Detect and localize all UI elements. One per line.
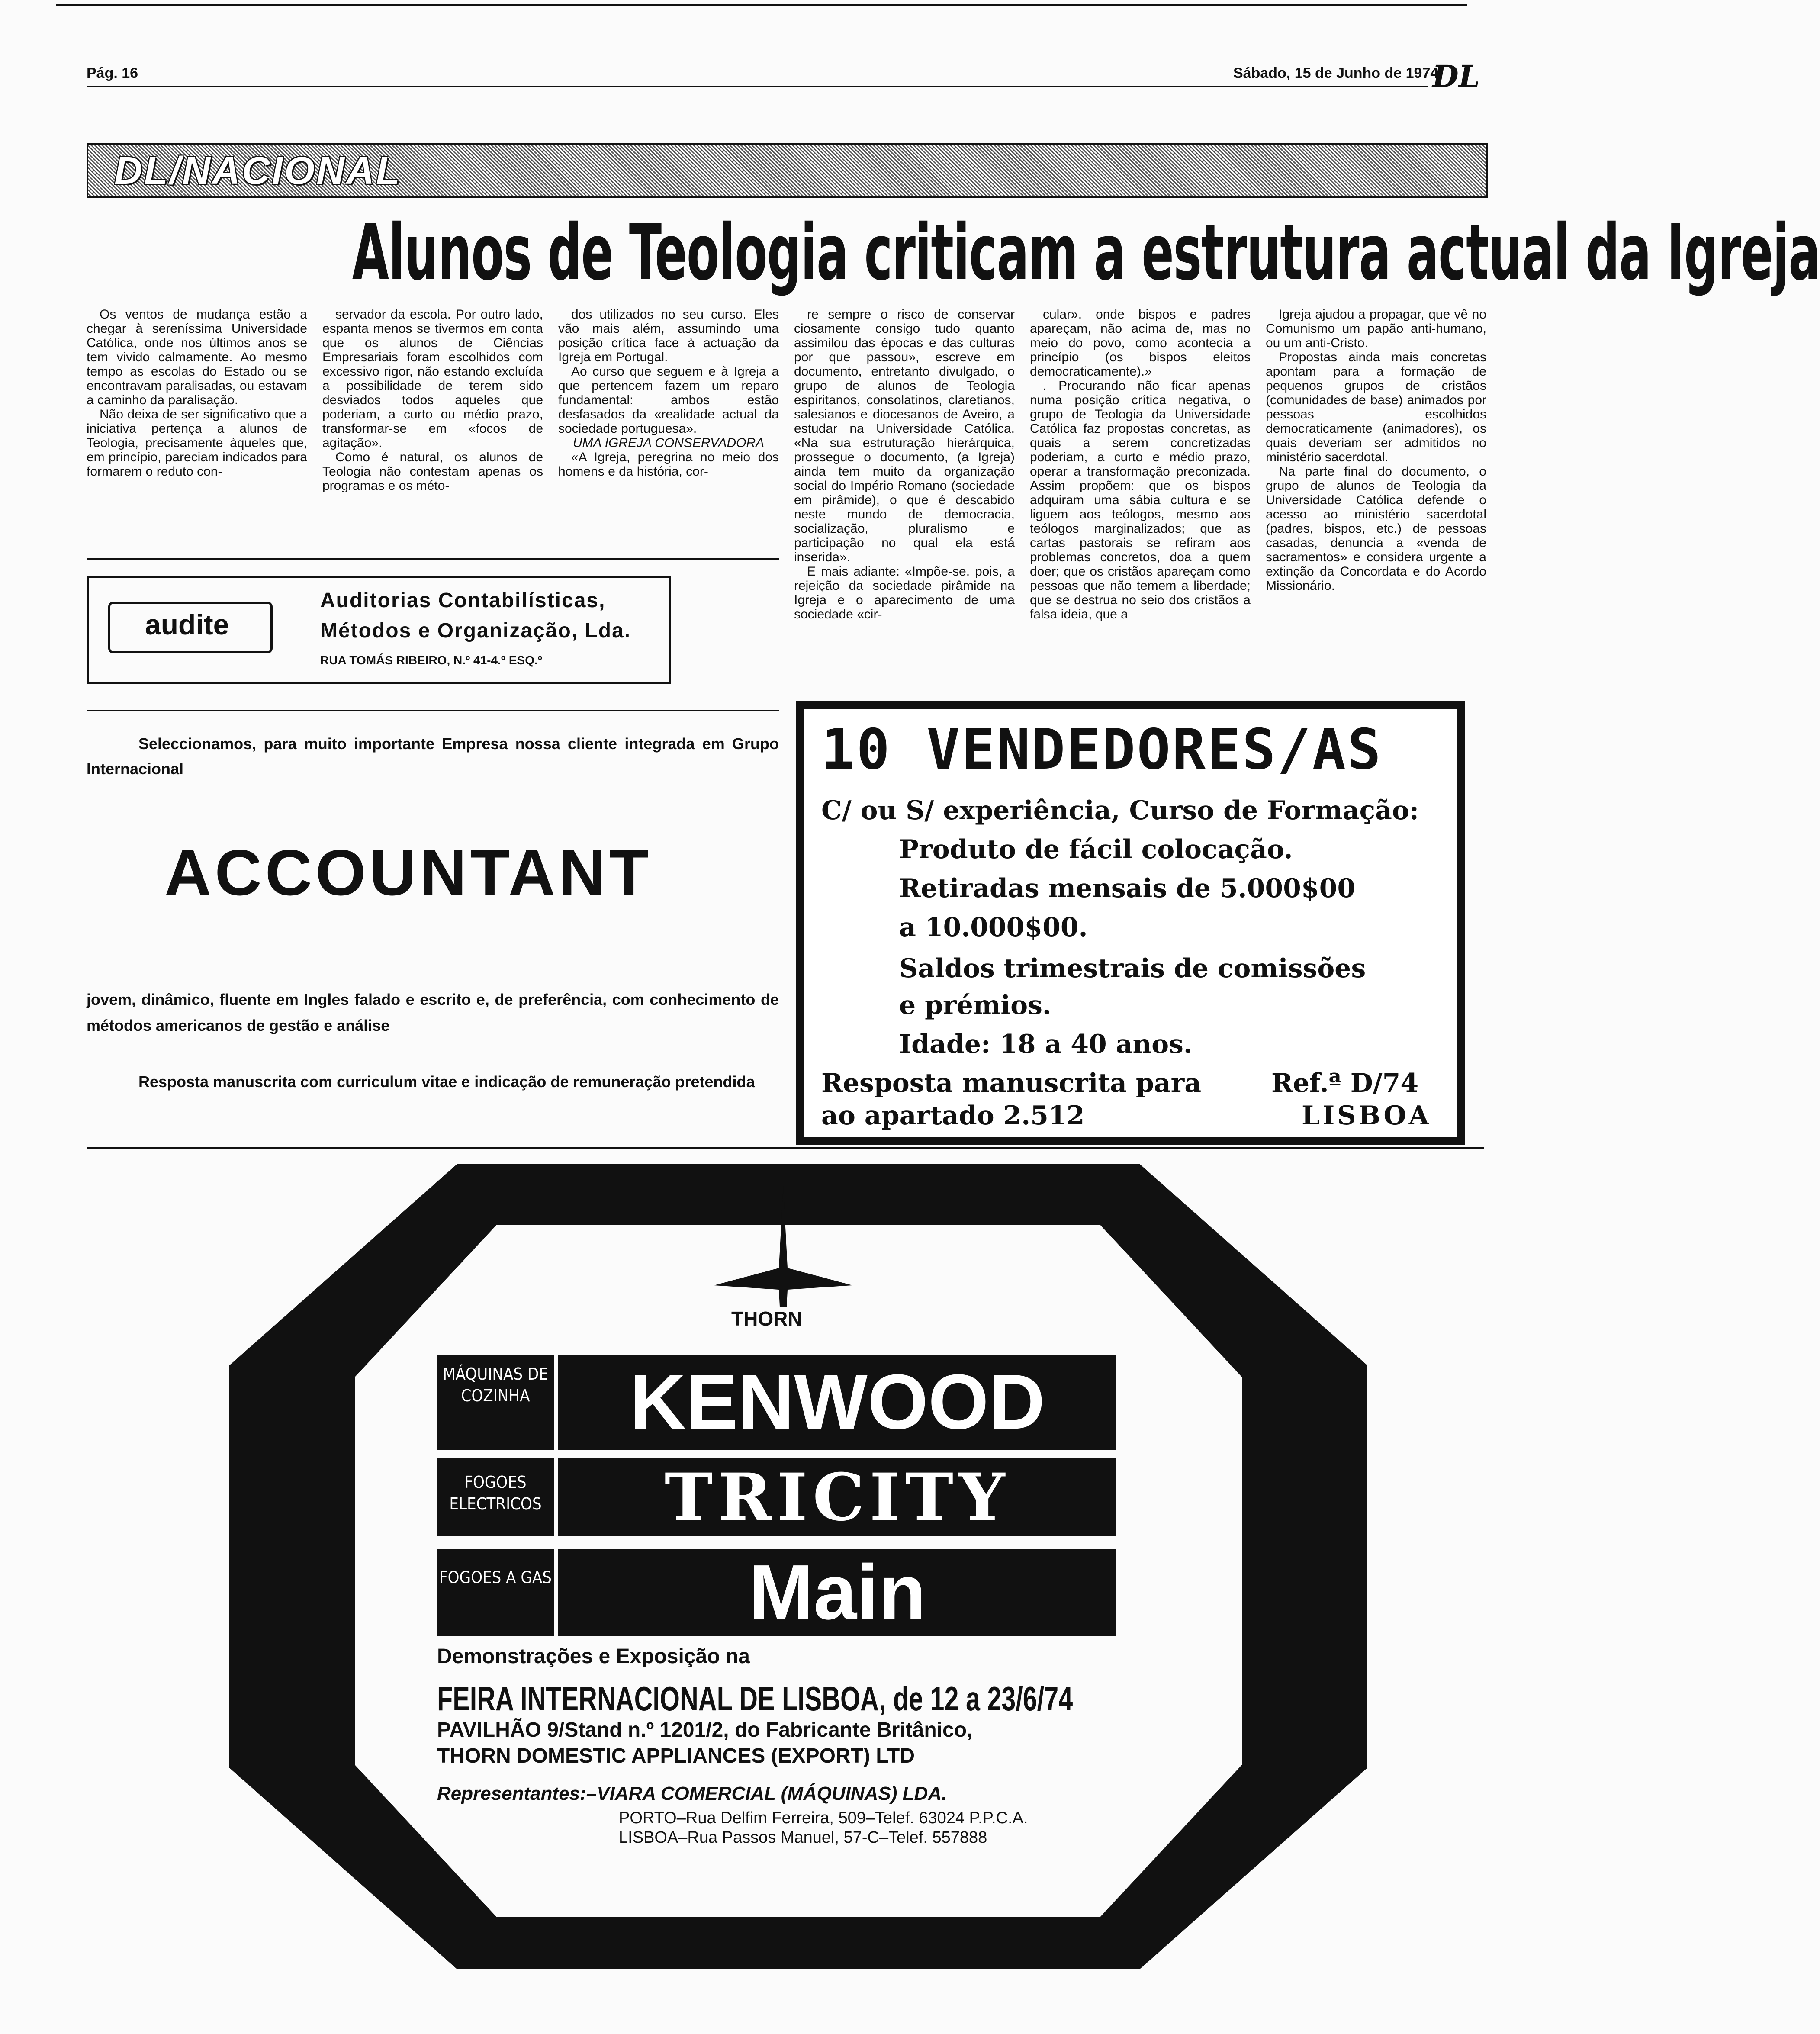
vendedores-line3: Retiradas mensais de 5.000$00: [899, 873, 1356, 904]
date-line: Sábado, 15 de Junho de 1974: [1233, 65, 1439, 81]
thorn-spike-icon: [710, 1186, 857, 1324]
audite-logo: [108, 602, 273, 653]
demo-line: Demonstrações e Exposição na: [437, 1645, 750, 1668]
vendedores-line5: Saldos trimestrais de comissões: [899, 953, 1366, 984]
accountant-title: ACCOUNTANT: [164, 836, 653, 909]
tag-electricos: FOGOES ELECTRICOS: [437, 1458, 554, 1536]
reps-line: Representantes:–VIARA COMERCIAL (MÁQUINAS) LDA.: [437, 1783, 947, 1804]
thorn-top-rule: [87, 1147, 1484, 1149]
pavilion-line: PAVILHÃO 9/Stand n.º 1201/2, do Fabricante Britânico,: [437, 1719, 973, 1741]
vendedores-line9a: ao apartado 2.512: [821, 1101, 1085, 1131]
brand-kenwood: KENWOOD: [558, 1355, 1116, 1450]
accountant-top-rule: [87, 710, 779, 711]
article-headline: Alunos de Teologia criticam a estrutura actual da Igreja: [352, 208, 1820, 297]
vendedores-line4: a 10.000$00.: [899, 912, 1088, 943]
brand-tricity: TRICITY: [558, 1458, 1116, 1536]
audite-address: RUA TOMÁS RIBEIRO, N.º 41-4.º ESQ.º: [320, 653, 542, 667]
tag-gas: FOGOES A GAS: [437, 1549, 554, 1636]
company-line: THORN DOMESTIC APPLIANCES (EXPORT) LTD: [437, 1744, 915, 1767]
top-rule: [56, 4, 1467, 6]
vendedores-line6: e prémios.: [899, 990, 1051, 1020]
section-label: DL/NACIONAL: [114, 149, 402, 193]
vendedores-line2: Produto de fácil colocação.: [899, 834, 1293, 865]
vendedores-ref: Ref.ª D/74: [1271, 1068, 1419, 1098]
vendedores-line1: C/ ou S/ experiência, Curso de Formação:: [821, 795, 1419, 826]
header-rule: [87, 86, 1428, 87]
accountant-body: jovem, dinâmico, fluente em Ingles falado e escrito e, de preferência, com conhecimento de métodos americanos de gestão e análise: [87, 991, 779, 1034]
section-banner: [87, 143, 1488, 198]
tag-cozinha: MÁQUINAS DE COZINHA: [437, 1355, 554, 1450]
accountant-intro: Seleccionamos, para muito importante Empresa nossa cliente integrada em Grupo Internacional: [87, 735, 779, 778]
article-col-3: dos utilizados no seu curso. Eles vão mais além, assumindo uma posição crítica face à actuação da Igreja em Portugal. Ao curso que seguem e à Igreja a que pertencem fazem um reparo fundamental: ambos estão desfasados da «realidade actual da sociedade portuguesa». UMA IGREJA CONSERVADORA «A Igreja, peregrina no meio dos homens e da história, cor-: [558, 307, 779, 479]
audite-top-rule: [87, 558, 779, 560]
article-col-6: Igreja ajudou a propagar, que vê no Comunismo um papão anti-humano, ou um anti-Cristo. Propostas ainda mais concretas apontam para a formação de pequenos grupos de cristãos (comunidades de base) animados por pessoas escolhidos democraticamente (animadores), os quais deveriam ser admitidos no ministério sacerdotal. Na parte final do documento, o grupo de alunos de Teologia da Universidade Católica defende o acesso ao ministério sacerdotal (padres, bispos, etc.) de pessoas casadas, denuncia a «venda de sacramentos» e considera urgente a extinção da Concordata e do Acordo Missionário.: [1266, 307, 1486, 593]
subhead: UMA IGREJA CONSERVADORA: [572, 436, 765, 450]
article-col-5: cular», onde bispos e padres apareçam, não acima de, mas no meio do povo, como acontecia a princípio (os bispos eleitos democraticamente).» . Procurando não ficar apenas numa posição crítica negativa, o grupo de Teologia da Universidade Católica faz propostas concretas, as quais a serem concretizadas poderiam, a curto e médio prazo, operar a transformação preconizada. Assim propõem: que os bispos adquiram uma sábia cultura e se liguem aos teólogos, mesmo aos teólogos marginalizados; que as cartas pastorais se refiram aos problemas concretos, doa a quem doer; que os cristãos apareçam como pessoas que não temem a liberdade; que se destrua no seio dos cristãos a falsa ideia, que a: [1030, 307, 1251, 621]
vendedores-title: 10 VENDEDORES/AS: [821, 718, 1383, 782]
vendedores-city: LISBOA: [1302, 1101, 1432, 1131]
audite-line1: Auditorias Contabilísticas,: [320, 589, 606, 612]
article-col-4: re sempre o risco de conservar ciosamente consigo tudo quanto assimilou das épocas e das culturas por que passou», escreve em documento, entretanto divulgado, o grupo de alunos de Teologia espiritanos, consolatinos, claretianos, salesianos e diocesanos de Aveiro, a estudar na Universidade Católica. «Na sua estruturação hierárquica, prossegue o documento, (a Igreja) ainda tem muito da organização social do Império Romano (sociedade em pirâmide), o que é descabido neste mundo de democracia, socialização, pluralismo e participação no qual ela está inserida». E mais adiante: «Impõe-se, pois, a rejeição da sociedade pirâmide na Igreja e o aparecimento de uma sociedade «cir-: [794, 307, 1015, 621]
article-col-1: Os ventos de mudança estão a chegar à sereníssima Universidade Católica, onde nos últimos anos se tem vivido calmamente. Ao mesmo tempo as escolas do Estado ou se encontravam paralisadas, ou estavam a caminho da paralisação. Não deixa de ser significativo que a iniciativa pertença a alunos de Teologia, precisamente àqueles que, em princípio, pareciam indicados para formarem o reduto con-: [87, 307, 307, 479]
vendedores-ad: [796, 701, 1465, 1145]
accountant-reply: Resposta manuscrita com curriculum vitae e indicação de remuneração pretendida: [138, 1073, 755, 1091]
porto-line: PORTO–Rua Delfim Ferreira, 509–Telef. 63024 P.P.C.A.: [619, 1809, 1028, 1827]
masthead-logo: DL: [1432, 58, 1480, 94]
audite-logo-text: audite: [145, 608, 229, 640]
article-col-2: servador da escola. Por outro lado, espanta menos se tivermos em conta que os alunos de Ciências Empresariais foram escolhidos com excessivo rigor, não estando excluída a possibilidade de terem sido desviados todos aqueles que poderiam, a curto ou médio prazo, transformar-se em «focos de agitação». Como é natural, os alunos de Teologia não contestam apenas os programas e os méto-: [322, 307, 543, 493]
vendedores-line8a: Resposta manuscrita para: [821, 1068, 1202, 1098]
audite-line2: Métodos e Organização, Lda.: [320, 619, 631, 642]
brand-main: Main: [558, 1549, 1116, 1636]
fair-line: FEIRA INTERNACIONAL DE LISBOA, de 12 a 23/6/74: [437, 1680, 1073, 1718]
thorn-maker: THORN: [731, 1307, 802, 1330]
lisboa-line: LISBOA–Rua Passos Manuel, 57-C–Telef. 557888: [619, 1828, 987, 1847]
page-number: Pág. 16: [87, 65, 138, 81]
vendedores-line7: Idade: 18 a 40 anos.: [899, 1029, 1193, 1059]
